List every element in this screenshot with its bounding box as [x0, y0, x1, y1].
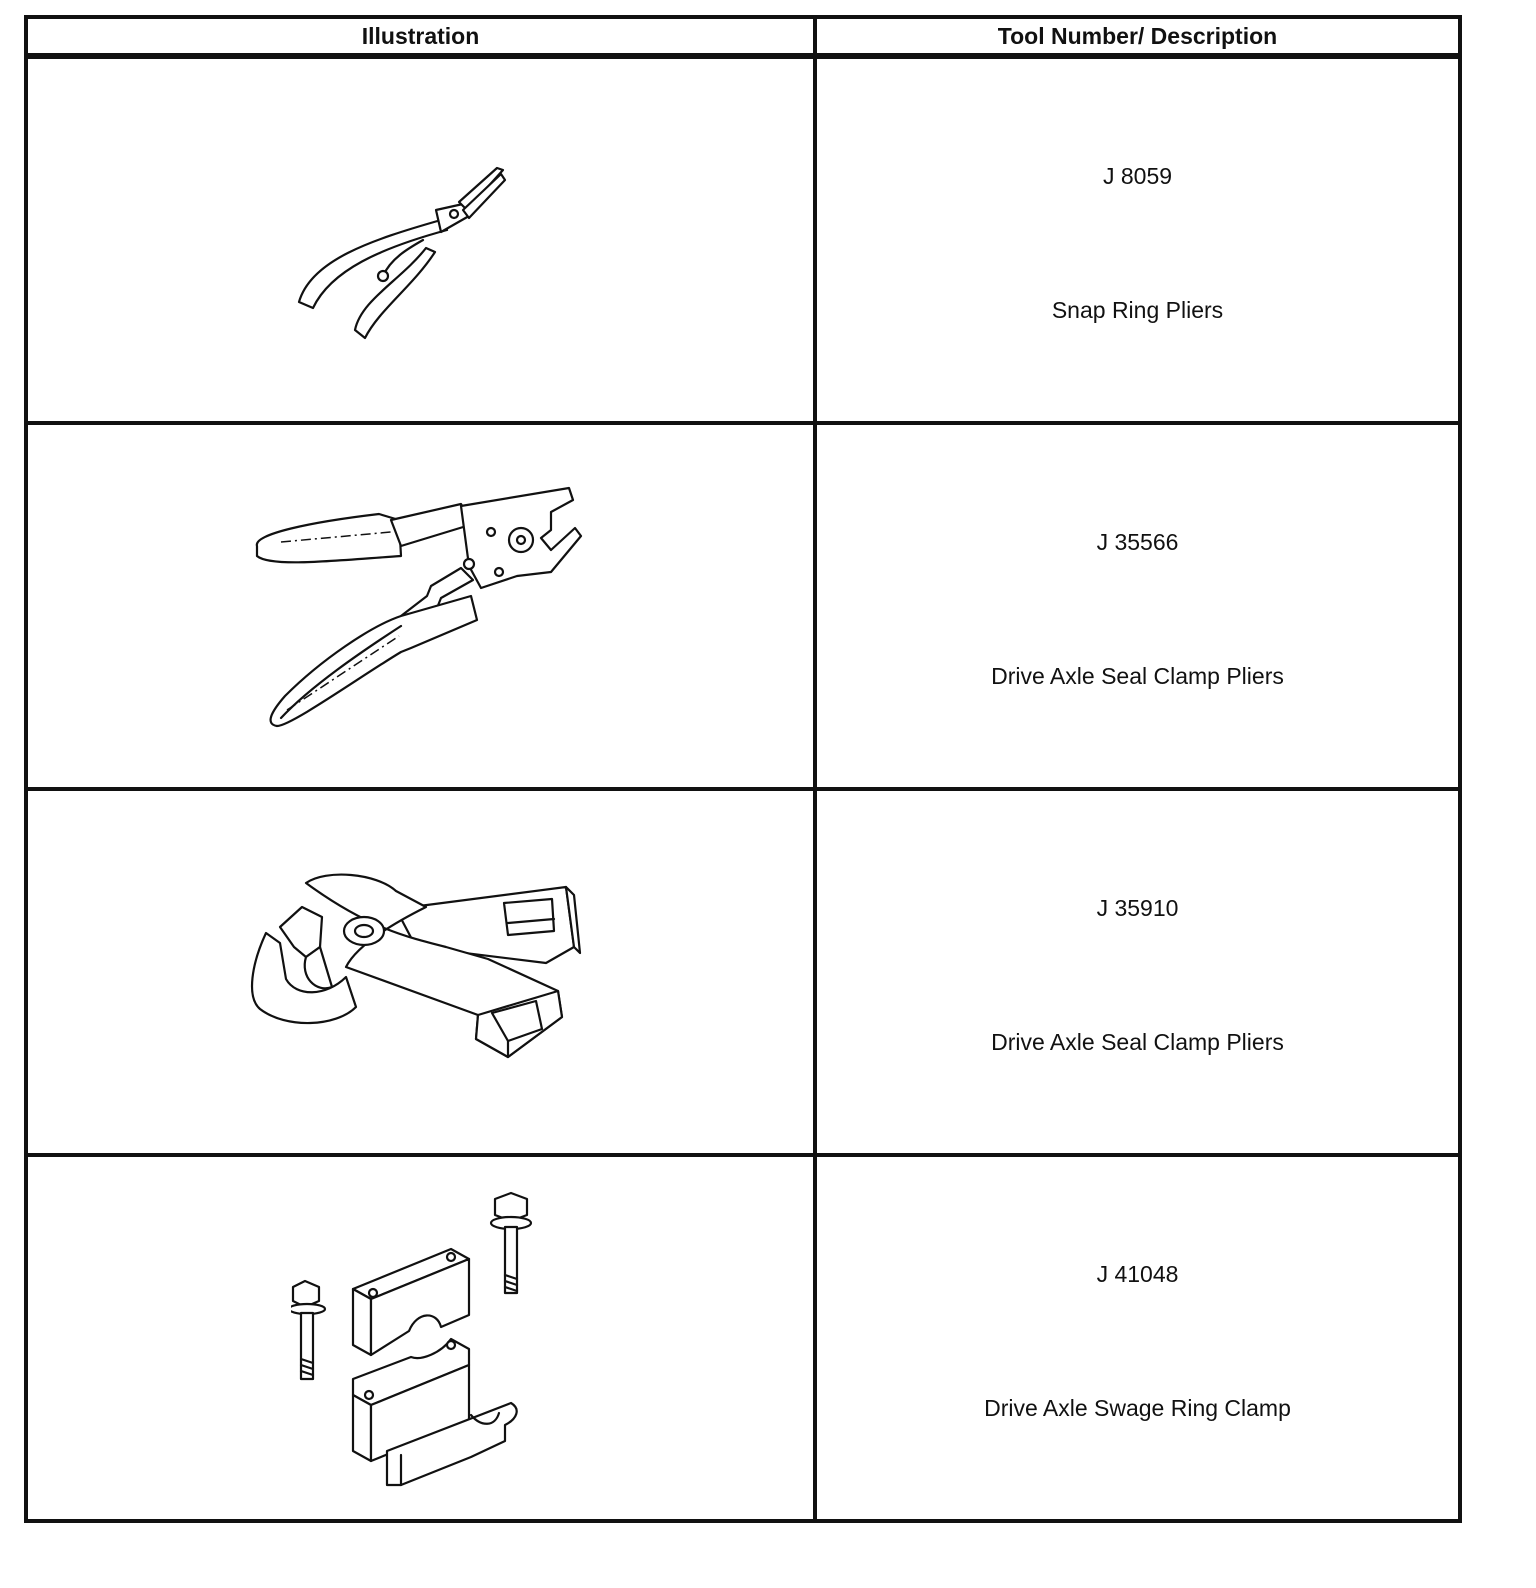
tool-description: Drive Axle Swage Ring Clamp [984, 1395, 1291, 1421]
description-cell [815, 1155, 1460, 1521]
illustration-cell [26, 423, 815, 789]
header-illustration: Illustration [26, 17, 815, 56]
tool-number: J 41048 [1096, 1261, 1179, 1287]
seal-clamp-pliers-icon [251, 476, 591, 736]
snap-ring-pliers-icon [291, 140, 551, 340]
description-cell [815, 56, 1460, 423]
table-row [26, 423, 1460, 789]
tool-table [24, 15, 1462, 1523]
illustration-cell [26, 789, 815, 1155]
tool-description: Snap Ring Pliers [1051, 297, 1224, 323]
description-cell [815, 423, 1460, 789]
tool-number: J 35566 [1096, 529, 1179, 555]
tool-number: J 35910 [1096, 895, 1179, 921]
illustration-cell [26, 56, 815, 423]
tool-description: Drive Axle Seal Clamp Pliers [991, 1029, 1284, 1055]
description-cell [815, 789, 1460, 1155]
swage-ring-clamp-icon [291, 1183, 551, 1493]
header-tool-description: Tool Number/ Description [815, 17, 1460, 56]
table-header-row [26, 17, 1460, 56]
seal-clamp-tool-icon [246, 867, 596, 1077]
table-row [26, 56, 1460, 423]
tool-description: Drive Axle Seal Clamp Pliers [991, 663, 1284, 689]
illustration-cell [26, 1155, 815, 1521]
tool-number: J 8059 [1102, 163, 1173, 189]
table-row [26, 1155, 1460, 1521]
table-row [26, 789, 1460, 1155]
